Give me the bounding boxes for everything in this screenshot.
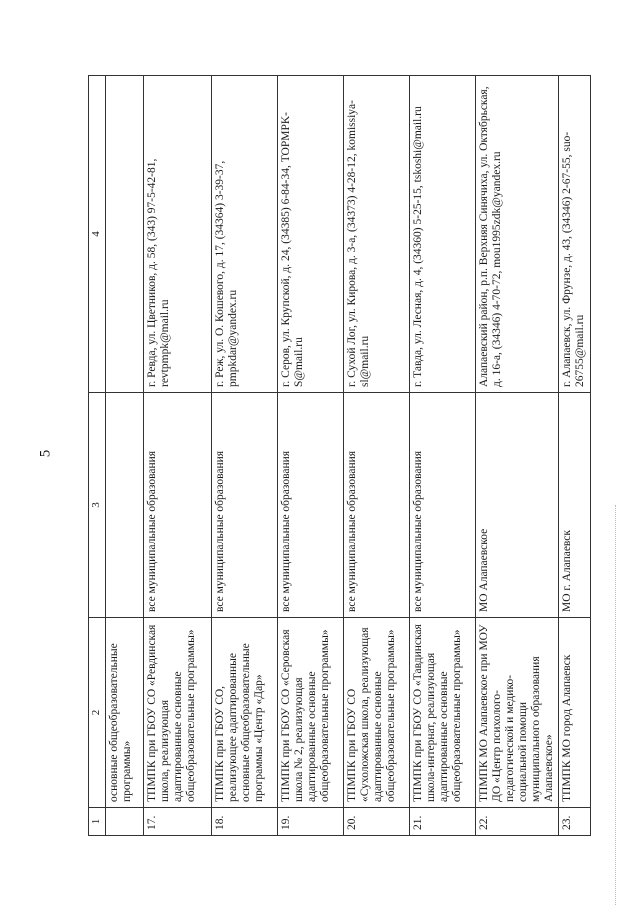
row-number: 22. (476, 808, 559, 836)
table-header-row (89, 76, 106, 836)
rotated-table-container (88, 76, 586, 836)
table-row (144, 76, 212, 836)
table-row (278, 76, 344, 836)
contact-info: г. Сухой Лог, ул. Кирова, д. 3-а, (34373) 4-28-12, komissiya-sl@mail.ru (344, 76, 410, 393)
table-row (344, 76, 410, 836)
contact-info: г. Алапаевск, ул. Фрунзе, д. 43, (34346) 2-67-55, suo-26755@mail.ru (559, 76, 591, 393)
table-row (476, 76, 559, 836)
header-cell-1: 1 (89, 808, 106, 836)
table-row (410, 76, 476, 836)
territory: МО Алапаевское (476, 393, 559, 618)
commission-name: ТПМПК при ГБОУ СО «Серовская школа № 2, реализующая адаптированные основные общеобразовательные программы» (278, 618, 344, 808)
row-number: 21. (410, 808, 476, 836)
scan-edge-line (615, 505, 617, 905)
territory: все муниципальные образования (144, 393, 212, 618)
commission-name: основные общеобразовательные программы» (106, 618, 144, 808)
commission-name: ТПМПК при ГБОУ СО «Тавдинская школа-интернат, реализующая адаптированные основные общеобразовательные программы» (410, 618, 476, 808)
contact-info (106, 76, 144, 393)
territory: МО г. Алапаевск (559, 393, 591, 618)
commission-name: ТПМПК при ГБОУ СО, реализующее адаптированные основные общеобразовательные программы «Центр «Дар» (212, 618, 278, 808)
territory (106, 393, 144, 618)
row-number: 17. (144, 808, 212, 836)
commission-name: ТПМПК при ГБОУ СО «Сухоложская школа, реализующая адаптированные основные общеобразовательные программы» (344, 618, 410, 808)
commission-name: ТПМПК при ГБОУ СО «Ревдинская школа, реализующая адаптированные основные общеобразовательные программы» (144, 618, 212, 808)
territory: все муниципальные образования (410, 393, 476, 618)
contact-info: г. Реж, ул. О. Кошевого, д. 17, (34364) 3-39-37, pmpkdar@yandex.ru (212, 76, 278, 393)
commission-name: ТПМПК МО Алапаевское при МОУ ДО «Центр психолого-педагогической и медико-социальной помощи муниципального образования Алапаевское» (476, 618, 559, 808)
contact-info: Алапаевский район, р.п. Верхняя Синячиха, ул. Октябрьская, д. 16-а, (34346) 4-70-72, mou1995zdk@yandex.ru (476, 76, 559, 393)
row-number: 23. (559, 808, 591, 836)
row-number: 20. (344, 808, 410, 836)
row-number: 19. (278, 808, 344, 836)
table-row (559, 76, 591, 836)
territory: все муниципальные образования (344, 393, 410, 618)
table-row (212, 76, 278, 836)
commission-table (88, 75, 591, 836)
contact-info: г. Ревда, ул. Цветников, д. 58, (343) 97-5-42-81, revtpmpk@mail.ru (144, 76, 212, 393)
page-number: 5 (37, 449, 54, 458)
row-number (106, 808, 144, 836)
header-cell-4: 4 (89, 76, 106, 393)
table-row (106, 76, 144, 836)
row-number: 18. (212, 808, 278, 836)
commission-name: ТПМПК МО город Алапаевск (559, 618, 591, 808)
header-cell-2: 2 (89, 618, 106, 808)
territory: все муниципальные образования (278, 393, 344, 618)
header-cell-3: 3 (89, 393, 106, 618)
contact-info: г. Тавда, ул. Лесная, д. 4, (34360) 5-25-15, tskoshi@mail.ru (410, 76, 476, 393)
contact-info: г. Серов, ул. Крупской, д. 24, (34385) 6-84-34, TOPMPK-S@mail.ru (278, 76, 344, 393)
territory: все муниципальные образования (212, 393, 278, 618)
